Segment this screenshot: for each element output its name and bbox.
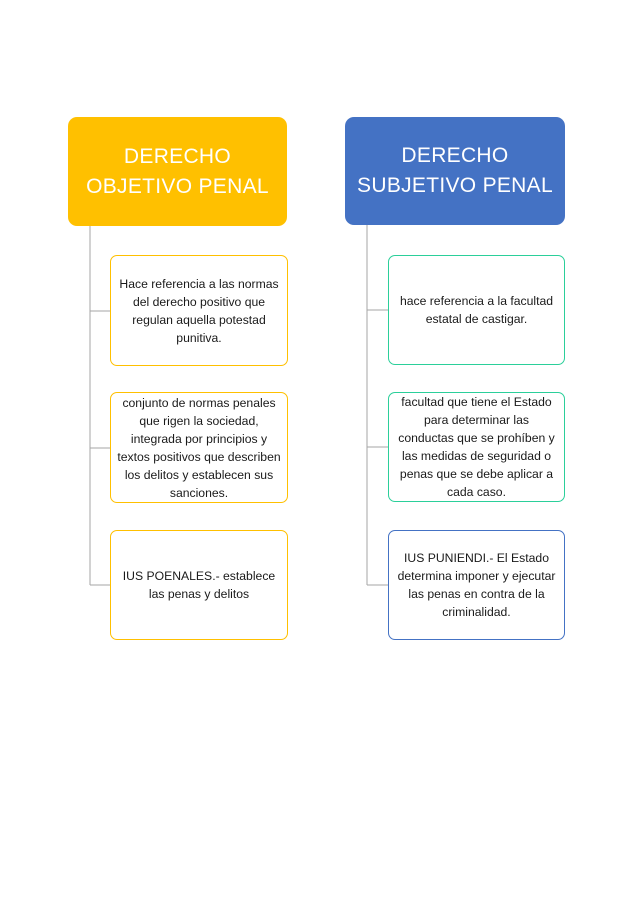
right-node-2 [388, 392, 565, 502]
right-node-1-text: hace referencia a la facultad estatal de castigar. [399, 294, 554, 326]
left-node-2-text: conjunto de normas penales que rigen la sociedad, integrada por principios y textos positivos que describen los delitos y establecen sus sanciones. [117, 395, 281, 500]
header-left-line2: OBJETIVO PENAL [86, 174, 269, 198]
left-node-1-text: Hace referencia a las normas del derecho positivo que regulan aquella potestad punitiva. [119, 276, 279, 345]
right-node-1 [388, 255, 565, 365]
left-node-3-text: IUS POENALES.- establece las penas y delitos [122, 569, 276, 601]
header-derecho-objetivo-penal [68, 117, 287, 226]
header-right-line2: SUBJETIVO PENAL [357, 174, 553, 197]
right-node-3-text: IUS PUNIENDI.- El Estado determina imponer y ejecutar las penas en contra de la criminalidad. [397, 551, 556, 619]
left-node-2 [110, 392, 288, 503]
left-node-1 [110, 255, 288, 366]
right-node-2-text: facultad que tiene el Estado para determinar las conductas que se prohíben y las medidas de seguridad o penas que se debe aplicar a cada caso. [398, 395, 555, 499]
right-node-3 [388, 530, 565, 640]
left-node-3 [110, 530, 288, 640]
header-right-line1: DERECHO [401, 144, 509, 167]
header-left-line1: DERECHO [123, 144, 232, 168]
header-derecho-subjetivo-penal [345, 117, 565, 225]
